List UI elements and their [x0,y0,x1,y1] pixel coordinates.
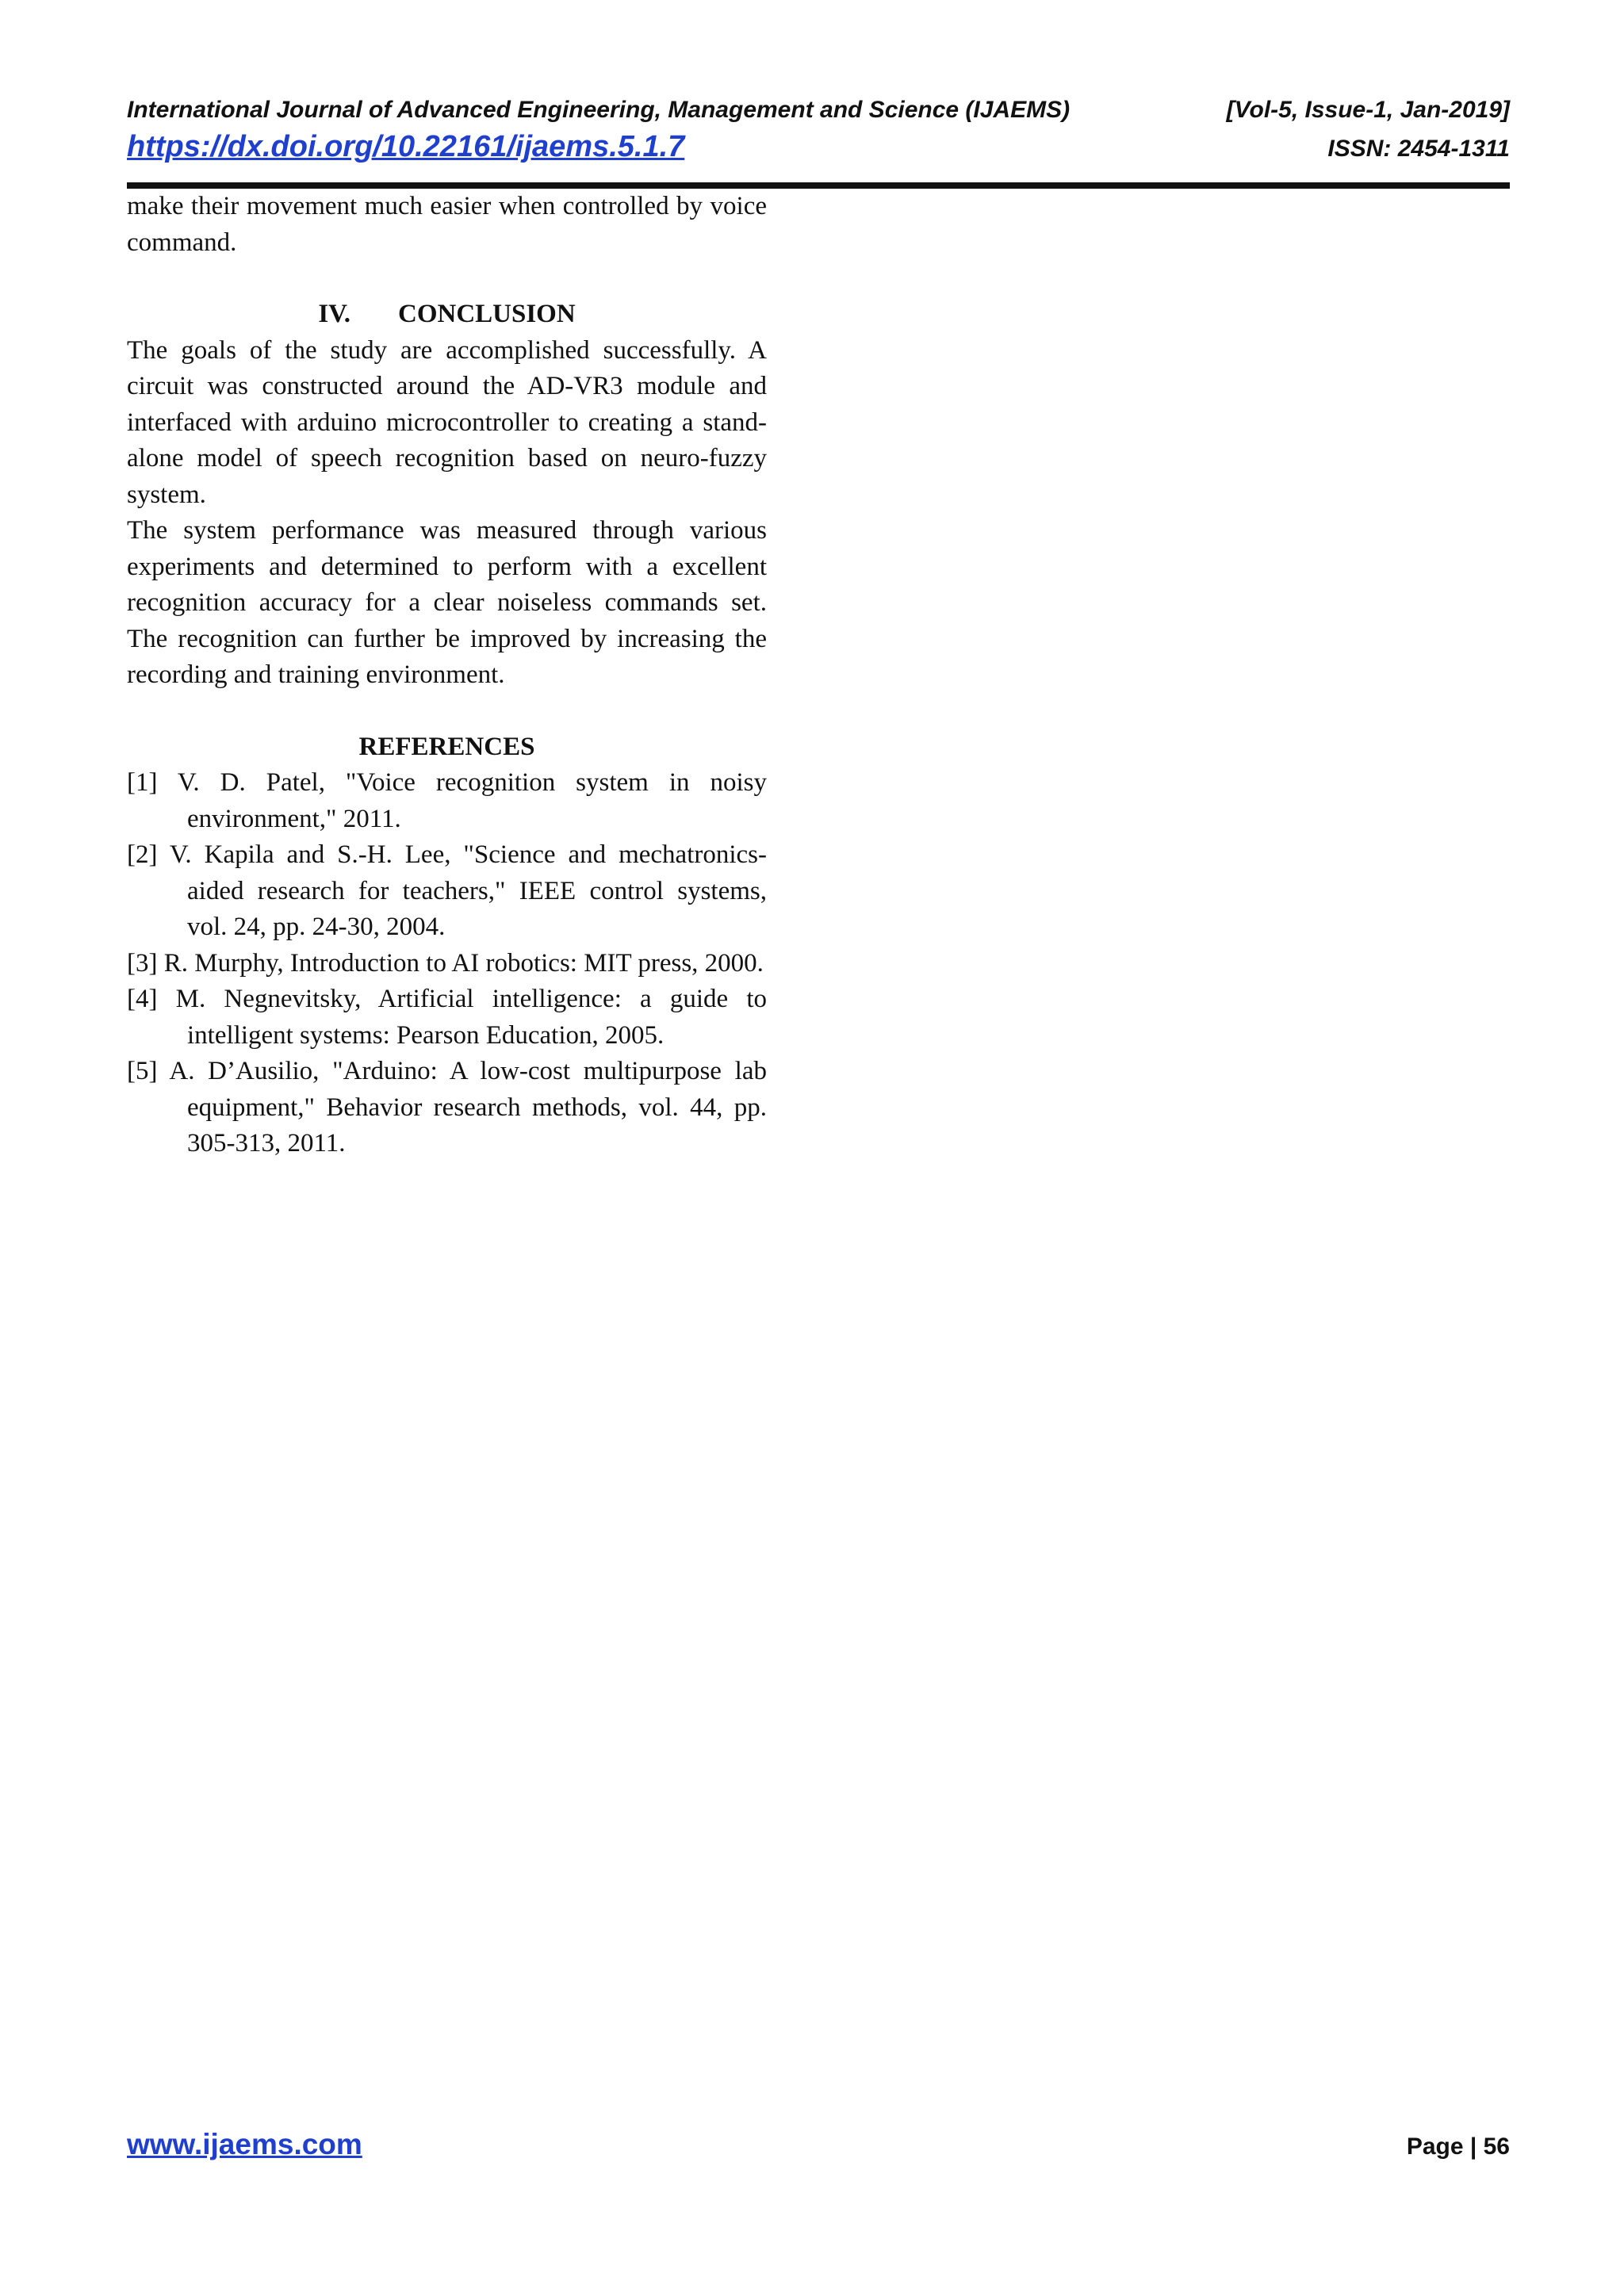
references-heading: REFERENCES [358,732,535,761]
references-list [127,765,767,1162]
section-title: CONCLUSION [397,300,576,328]
reference-item: [1] V. D. Patel, "Voice recognition system in noisy environment," 2011. [127,768,767,833]
conclusion-paragraph-1: The goals of the study are accomplished successfully. A circuit was constructed around the AD-VR3 module and interfaced with arduino microcontroller to creating a stand-alone model of speech recognition based on neuro-fuzzy system. [127,335,767,509]
header-row-top [127,97,1510,124]
reference-item: [2] V. Kapila and S.-H. Lee, "Science and mechatronics-aided research for teachers," IEEE control systems, vol. 24, pp. 24-30, 2004. [127,840,767,941]
reference-item: [3] R. Murphy, Introduction to AI robotics: MIT press, 2000. [127,948,764,978]
continued-paragraph: make their movement much easier when controlled by voice command. [127,192,767,257]
journal-title: International Journal of Advanced Engineering, Management and Science (IJAEMS) [127,97,1071,123]
header-row-bottom [127,130,1510,164]
page-footer [127,2128,1510,2161]
website-link[interactable]: www.ijaems.com [127,2128,362,2160]
page-header [127,97,1510,164]
conclusion-paragraph-2: The system performance was measured through various experiments and determined to perform with a excellent recognition accuracy for a clear noiseless commands set. The recognition can further be improved by increasing the recording and training environment. [127,516,767,689]
reference-item: [5] A. D’Ausilio, "Arduino: A low-cost multipurpose lab equipment," Behavior research methods, vol. 44, pp. 305-313, 2011. [127,1057,767,1158]
doi-link[interactable]: https://dx.doi.org/10.22161/ijaems.5.1.7 [127,130,685,163]
conclusion-heading [127,297,767,333]
issn: ISSN: 2454-1311 [1327,136,1510,162]
section-number: IV. [318,300,350,328]
page-number: Page | 56 [1406,2133,1510,2160]
volume-issue: [Vol-5, Issue-1, Jan-2019] [1226,97,1510,123]
left-column [127,189,767,1162]
reference-item: [4] M. Negnevitsky, Artificial intelligence: a guide to intelligent systems: Pearson Education, 2005. [127,985,767,1050]
header-divider [127,182,1510,189]
